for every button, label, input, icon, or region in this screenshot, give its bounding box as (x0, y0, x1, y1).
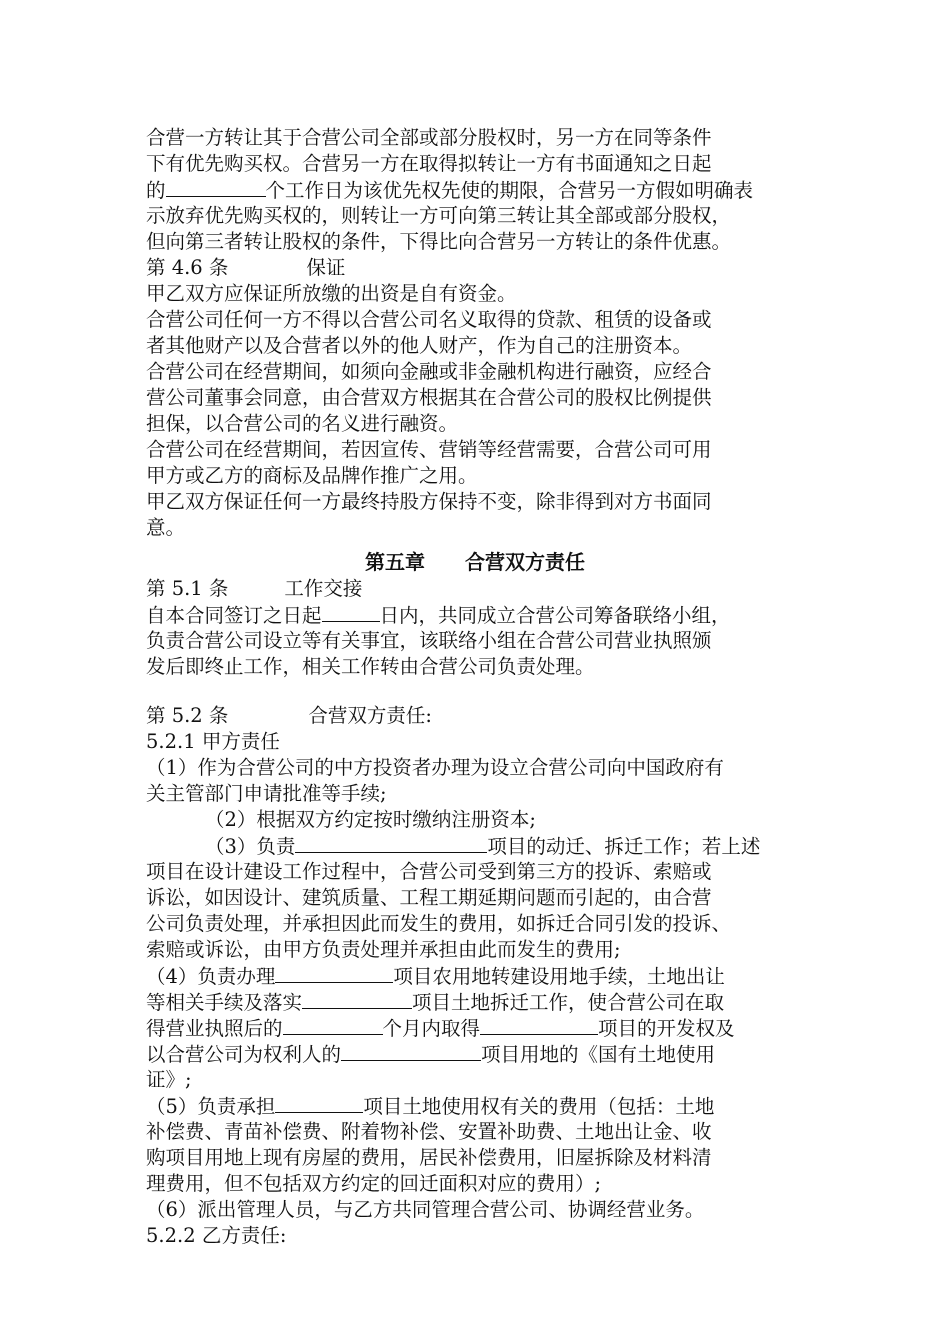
text-line: 的 个工作日为该优先权先使的期限，合营另一方假如明确表 (146, 179, 754, 202)
section-heading: 5.2.2 乙方责任: (146, 1224, 287, 1247)
blank-field (341, 1041, 481, 1061)
blank-field (322, 602, 380, 622)
text-line: 发后即终止工作，相关工作转由合营公司负责处理。 (146, 655, 595, 678)
text-line: 以合营公司为权利人的 项目用地的《国有土地使用 (146, 1043, 716, 1066)
blank-field (275, 963, 393, 983)
text-line: 但向第三者转让股权的条件，下得比向合营另一方转让的条件优惠。 (146, 230, 732, 253)
text-line: （1）作为合营公司的中方投资者办理为设立合营公司向中国政府有 (146, 756, 724, 779)
text-line: （5）负责承担 项目土地使用权有关的费用（包括：土地 (146, 1095, 715, 1118)
text-line: 甲乙双方应保证所放缴的出资是自有资金。 (146, 282, 517, 305)
text-line: （3）负责 项目的动迁、拆迁工作；若上述 (205, 835, 761, 858)
blank-field (166, 177, 266, 197)
article-heading (146, 255, 345, 281)
text-line: 等相关手续及落实 项目土地拆迁工作，使合营公司在取 (146, 991, 725, 1014)
text-line: 担保，以合营公司的名义进行融资。 (146, 412, 459, 435)
text-line: 公司负责处理，并承担因此而发生的费用，如拆迁合同引发的投诉、 (146, 912, 732, 935)
article-title: 合营双方责任: (308, 704, 432, 727)
blank-field (480, 1015, 598, 1035)
text-line: 证》; (146, 1068, 192, 1091)
text-line: 补偿费、青苗补偿费、附着物补偿、安置补助费、土地出让金、收 (146, 1120, 712, 1143)
blank-field (295, 833, 487, 853)
text-line: 得营业执照后的 个月内取得 项目的开发权及 (146, 1017, 735, 1040)
text-line: 甲乙双方保证任何一方最终持股方保持不变，除非得到对方书面同 (146, 490, 712, 513)
text-line: 合营公司任何一方不得以合营公司名义取得的贷款、租赁的设备或 (146, 308, 712, 331)
article-title: 工作交接 (284, 577, 363, 600)
text-line: 示放弃优先购买权的，则转让一方可向第三转让其全部或部分股权， (146, 204, 732, 227)
text-line: 索赔或诉讼，由甲方负责处理并承担由此而发生的费用; (146, 938, 621, 961)
article-heading (146, 703, 432, 729)
text-line: 理费用，但不包括双方约定的回迁面积对应的费用）; (146, 1172, 602, 1195)
article-number: 第 4.6 条 (146, 256, 229, 279)
text-line: 关主管部门申请批准等手续; (146, 782, 387, 805)
blank-field (275, 1093, 363, 1113)
blank-field (283, 1015, 383, 1035)
section-heading: 5.2.1 甲方责任 (146, 730, 280, 753)
text-line: 合营公司在经营期间，如须向金融或非金融机构进行融资，应经合 (146, 360, 712, 383)
chapter-heading: 第五章 合营双方责任 (365, 550, 585, 574)
text-line: 下有优先购买权。合营另一方在取得拟转让一方有书面通知之日起 (146, 152, 712, 175)
text-line: 合营一方转让其于合营公司全部或部分股权时，另一方在同等条件 (146, 126, 712, 149)
text-line: 甲方或乙方的商标及品牌作推广之用。 (146, 464, 478, 487)
text-line: 购项目用地上现有房屋的费用，居民补偿费用，旧屋拆除及材料清 (146, 1146, 712, 1169)
text-line: 营公司董事会同意，由合营双方根据其在合营公司的股权比例提供 (146, 386, 712, 409)
text-line: （2）根据双方约定按时缴纳注册资本; (205, 808, 536, 831)
text-line: 诉讼，如因设计、建筑质量、工程工期延期问题而引起的，由合营 (146, 886, 712, 909)
article-number: 第 5.2 条 (146, 704, 229, 727)
text-line: 者其他财产以及合营者以外的他人财产，作为自己的注册资本。 (146, 334, 693, 357)
text-line: 意。 (146, 516, 186, 539)
article-heading (146, 576, 362, 602)
text-line: 合营公司在经营期间，若因宣传、营销等经营需要，合营公司可用 (146, 438, 712, 461)
text-line: 负责合营公司设立等有关事宜，该联络小组在合营公司营业执照颁 (146, 629, 712, 652)
blank-field (302, 989, 412, 1009)
text-line: （6）派出管理人员，与乙方共同管理合营公司、协调经营业务。 (146, 1198, 705, 1221)
article-title: 保证 (306, 256, 346, 279)
article-number: 第 5.1 条 (146, 577, 229, 600)
text-line: 自本合同签订之日起 日内，共同成立合营公司筹备联络小组， (146, 604, 731, 627)
text-line: 项目在设计建设工作过程中，合营公司受到第三方的投诉、索赔或 (146, 860, 712, 883)
text-line: （4）负责办理 项目农用地转建设用地手续，土地出让 (146, 965, 725, 988)
